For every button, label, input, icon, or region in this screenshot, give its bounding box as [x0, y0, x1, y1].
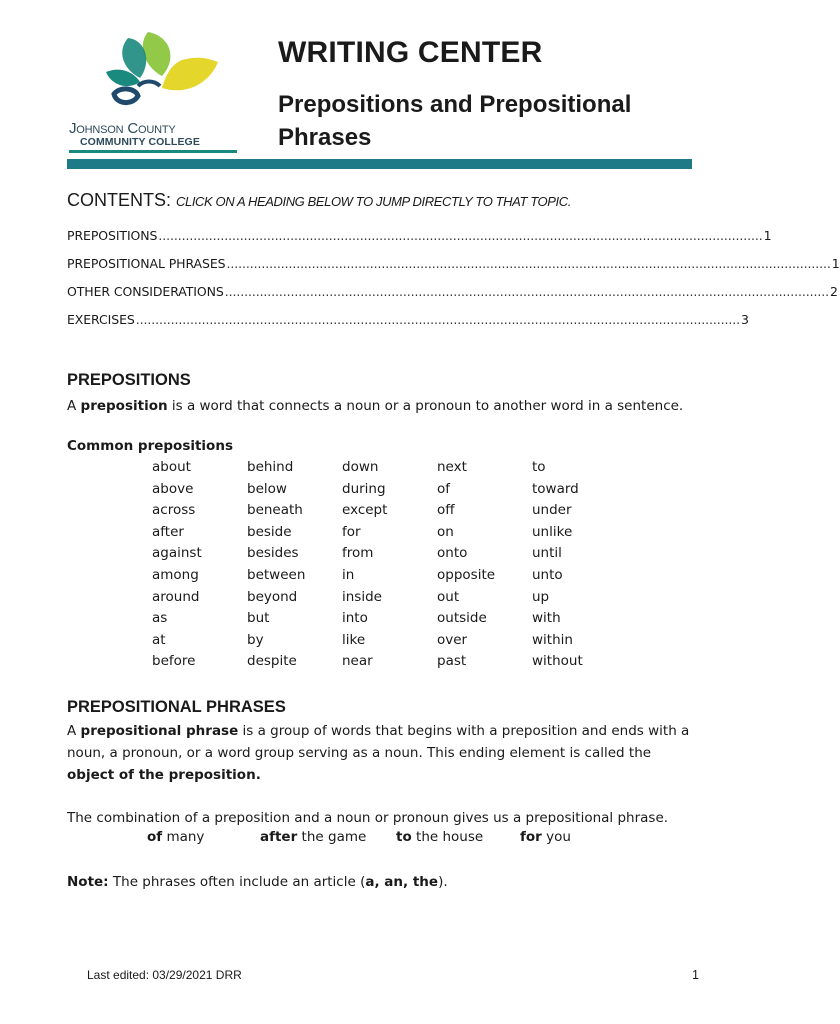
leaf-logo-icon — [100, 28, 220, 108]
prepositions-row — [152, 459, 632, 481]
preposition-cell: opposite — [437, 566, 496, 583]
preposition-cell: in — [342, 566, 355, 583]
preposition-cell: across — [152, 502, 196, 519]
preposition-cell: during — [342, 480, 386, 497]
preposition-cell: despite — [247, 653, 297, 670]
preposition-cell: by — [247, 631, 264, 648]
prepositions-row — [152, 653, 632, 675]
preposition-cell: until — [532, 545, 562, 562]
preposition-cell: into — [342, 610, 368, 627]
preposition-cell: like — [342, 631, 366, 648]
prepositions-heading: PREPOSITIONS — [67, 371, 191, 389]
note-end: ). — [438, 874, 448, 890]
example-phrase — [396, 829, 483, 845]
writing-center-title: WRITING CENTER — [278, 36, 543, 69]
example-phrase — [147, 829, 204, 845]
preposition-cell: for — [342, 523, 361, 540]
toc-leader: ............................................................................................................................................................ — [224, 284, 829, 299]
prepositions-row — [152, 545, 632, 567]
preposition-cell: under — [532, 502, 572, 519]
preposition-cell: near — [342, 653, 373, 670]
toc-page: 2 — [829, 284, 838, 299]
preposition-cell: onto — [437, 545, 468, 562]
preposition-cell: down — [342, 459, 379, 475]
def-text: is a group of words that begins with a preposition and ends with a noun, a pronoun, or a word group serving as a noun. This ending element is called the — [67, 723, 690, 761]
preposition-cell: as — [152, 610, 168, 627]
prepositions-row — [152, 481, 632, 503]
preposition-cell: around — [152, 588, 200, 605]
preposition-cell: off — [437, 502, 455, 519]
toc-link-other-considerations[interactable] — [67, 284, 838, 312]
preposition-cell: unto — [532, 566, 563, 583]
preposition-cell: against — [152, 545, 202, 562]
preposition-cell: except — [342, 502, 388, 519]
toc-leader: ............................................................................................................................................................ — [158, 228, 763, 243]
toc-label: PREPOSITIONS — [67, 228, 158, 243]
def-term: preposition — [80, 398, 168, 414]
contents-heading — [67, 190, 571, 211]
example-prep: to — [396, 829, 412, 845]
page-number: 1 — [692, 968, 699, 982]
def-text: is a word that connects a noun or a pronoun to another word in a sentence. — [167, 398, 684, 414]
logo-underline — [69, 150, 237, 153]
preposition-cell: past — [437, 653, 467, 670]
phrase-definition — [67, 720, 702, 786]
preposition-cell: above — [152, 480, 194, 497]
logo-name-line2: COMMUNITY COLLEGE — [80, 136, 200, 148]
preposition-cell: beneath — [247, 502, 303, 519]
toc-label: EXERCISES — [67, 312, 135, 327]
article-note — [67, 871, 702, 893]
note-text: The phrases often include an article ( — [108, 874, 366, 890]
preposition-cell: within — [532, 631, 573, 648]
toc-link-prepositions[interactable] — [67, 228, 772, 256]
toc-leader: ............................................................................................................................................................ — [135, 312, 740, 327]
example-prep: after — [260, 829, 298, 845]
preposition-cell: at — [152, 631, 166, 648]
preposition-cell: with — [532, 610, 561, 627]
preposition-cell: on — [437, 523, 454, 540]
note-label: Note: — [67, 874, 109, 890]
preposition-cell: without — [532, 653, 583, 670]
toc-leader: ............................................................................................................................................................ — [226, 256, 831, 271]
last-edited: Last edited: 03/29/2021 DRR — [87, 968, 242, 982]
toc-link-prepositional-phrases[interactable] — [67, 256, 840, 284]
example-prep: of — [147, 829, 163, 845]
preposition-cell: unlike — [532, 523, 573, 540]
prepositions-row — [152, 502, 632, 524]
def-term: prepositional phrase — [80, 723, 239, 739]
preposition-cell: over — [437, 631, 468, 648]
header-rule — [67, 159, 692, 169]
toc-page: 1 — [763, 228, 772, 243]
example-rest: the game — [297, 829, 367, 845]
toc-link-exercises[interactable] — [67, 312, 749, 340]
preposition-cell: beside — [247, 523, 292, 540]
example-rest: you — [541, 829, 571, 845]
preposition-cell: out — [437, 588, 460, 605]
example-phrase — [520, 829, 571, 845]
preposition-cell: besides — [247, 545, 299, 562]
prepositional-phrases-heading: PREPOSITIONAL PHRASES — [67, 698, 286, 716]
preposition-cell: next — [437, 459, 467, 475]
preposition-cell: after — [152, 523, 184, 540]
prepositions-row — [152, 610, 632, 632]
toc-page: 3 — [740, 312, 749, 327]
preposition-cell: toward — [532, 480, 579, 497]
toc-label: PREPOSITIONAL PHRASES — [67, 256, 226, 271]
combination-text: The combination of a preposition and a noun or pronoun gives us a prepositional phrase. — [67, 810, 669, 826]
prepositions-row — [152, 567, 632, 589]
college-logo — [66, 28, 246, 153]
table-of-contents — [67, 228, 840, 340]
example-phrase — [260, 829, 366, 845]
example-rest: the house — [411, 829, 484, 845]
preposition-cell: outside — [437, 610, 487, 627]
toc-label: OTHER CONSIDERATIONS — [67, 284, 224, 299]
prepositions-row — [152, 632, 632, 654]
note-articles: a, an, the — [365, 874, 439, 890]
logo-name-line1: Johnson County — [69, 120, 176, 137]
preposition-cell: about — [152, 459, 191, 475]
prepositions-table — [152, 459, 632, 675]
preposition-cell: before — [152, 653, 196, 670]
def-lead: A — [67, 398, 81, 414]
preposition-cell: but — [247, 610, 270, 627]
preposition-cell: to — [532, 459, 546, 475]
def-lead: A — [67, 723, 81, 739]
contents-instruction: CLICK ON A HEADING BELOW TO JUMP DIRECTLY TO THAT TOPIC. — [176, 194, 571, 209]
contents-label: CONTENTS: — [67, 190, 172, 210]
example-rest: many — [162, 829, 205, 845]
preposition-cell: among — [152, 566, 199, 583]
example-prep: for — [520, 829, 542, 845]
preposition-cell: below — [247, 480, 287, 497]
def-object: object of the preposition. — [67, 767, 261, 783]
preposition-cell: beyond — [247, 588, 298, 605]
toc-page: 1 — [831, 256, 840, 271]
preposition-cell: of — [437, 480, 451, 497]
common-prepositions-heading: Common prepositions — [67, 438, 233, 454]
page-title: Prepositions and Prepositional Phrases — [278, 91, 632, 151]
preposition-cell: from — [342, 545, 374, 562]
preposition-cell: inside — [342, 588, 382, 605]
prepositions-row — [152, 589, 632, 611]
prepositions-row — [152, 524, 632, 546]
preposition-cell: between — [247, 566, 306, 583]
preposition-cell: up — [532, 588, 550, 605]
preposition-cell: behind — [247, 459, 294, 475]
preposition-definition — [67, 395, 702, 417]
